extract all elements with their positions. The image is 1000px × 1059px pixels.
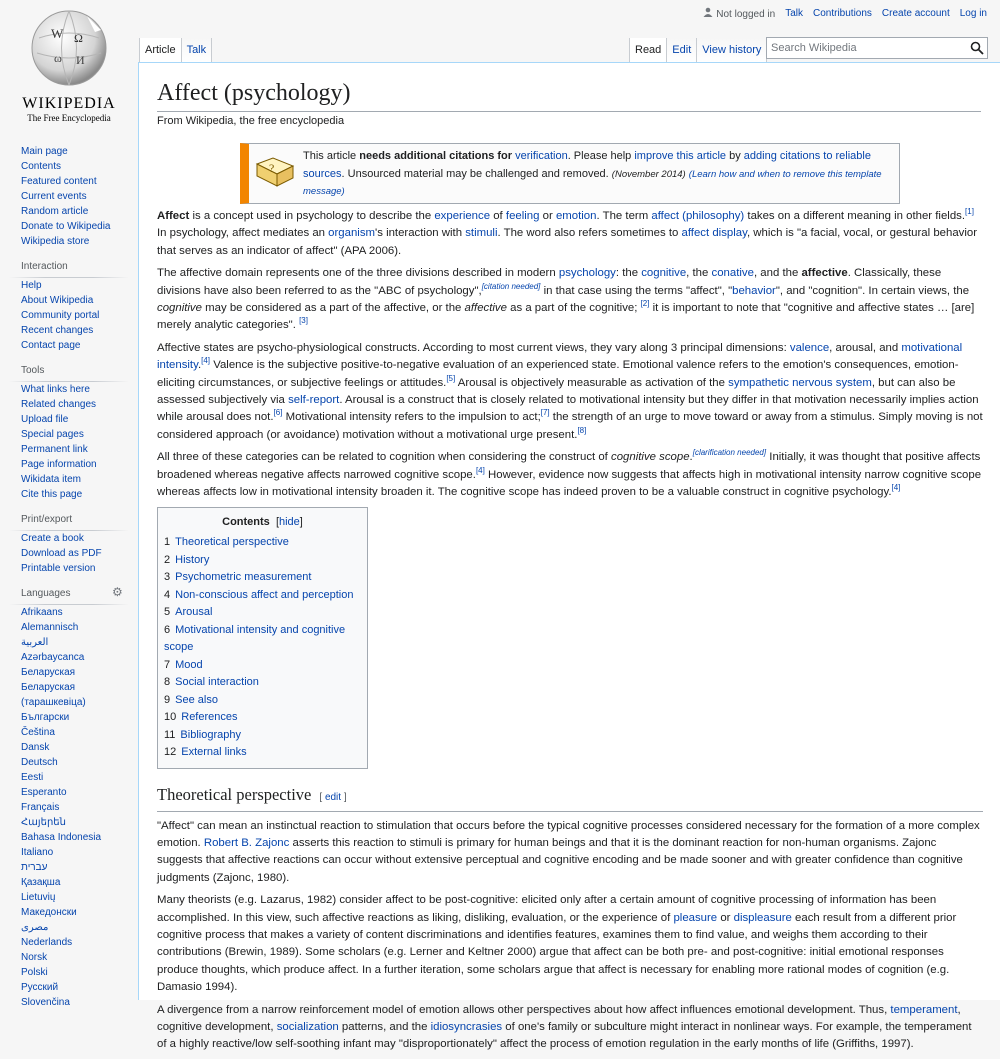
- tab-read[interactable]: Read: [629, 38, 667, 62]
- sidebar-item: [21, 338, 133, 353]
- section-edit-link[interactable]: edit: [324, 791, 342, 803]
- sidebar-item: [21, 950, 133, 965]
- sidebar-item: [21, 189, 133, 204]
- printexport-link[interactable]: Download as PDF: [21, 548, 102, 559]
- link[interactable]: self-report: [288, 393, 340, 406]
- text: may be considered as a part of the affective, or the: [201, 301, 465, 314]
- toc-number: 9: [164, 693, 171, 706]
- not-logged-in-label: Not logged in: [716, 9, 776, 20]
- text: , but can also be assessed subjectively via: [157, 376, 956, 406]
- sidebar-item: [21, 620, 133, 635]
- contributions-link[interactable]: Contributions: [813, 8, 872, 19]
- sidebar-item: [21, 725, 133, 740]
- toc-number: 5: [164, 606, 171, 619]
- language-link[interactable]: Lietuvių: [21, 892, 56, 903]
- ambox-date: (November 2014): [611, 168, 686, 180]
- text: . Arousal is a construct that is closely related to motivational intensity but they differ in that motivation necessarily implies action while arousal does not.: [157, 393, 979, 424]
- text: In psychology, affect mediates an: [157, 227, 329, 240]
- text: Initially, it was thought that positive affects broadened whereas negative affects narrowed cognitive scope.: [157, 451, 981, 481]
- paragraph: [157, 818, 983, 887]
- paragraph: [157, 1002, 983, 1054]
- nav-link[interactable]: Main page: [21, 146, 68, 157]
- sidebar-item: [21, 561, 133, 576]
- paragraph: [157, 892, 983, 996]
- language-link[interactable]: Français: [21, 802, 60, 813]
- sidebar-item: [21, 815, 133, 830]
- improve-article-link[interactable]: improve this article: [634, 150, 727, 162]
- sidebar-item: [21, 995, 133, 1010]
- toc-link[interactable]: Arousal: [175, 606, 213, 619]
- text: it is important to note that "cognitive and affective states … [are] merely analytic categories".: [157, 301, 975, 332]
- toc-title: Contents: [222, 515, 270, 528]
- text: . The word also refers sometimes to: [497, 227, 682, 240]
- tools-link[interactable]: Cite this page: [21, 489, 83, 500]
- interaction-heading: Interaction: [21, 261, 68, 272]
- sidebar-item: [21, 875, 133, 890]
- nav-link[interactable]: Current events: [21, 191, 87, 202]
- toc-hide-toggle[interactable]: hide: [279, 515, 300, 528]
- sidebar-item: [21, 845, 133, 860]
- sidebar-item: [21, 935, 133, 950]
- text: as a part of the cognitive;: [506, 301, 641, 314]
- tools-heading: Tools: [21, 365, 45, 376]
- paragraph: [157, 449, 983, 501]
- text: However, evidence now suggests that affects high in motivational intensity narrow cognitive scope whereas affects low in motivational intensity broaden it. The cognitive scope has indeed proven to be a valuable construct in cognitive psychology.: [157, 468, 982, 498]
- toc-number: 10: [164, 711, 177, 724]
- link[interactable]: sympathetic nervous system: [728, 376, 872, 389]
- nav-portal: [21, 144, 133, 249]
- question-book-icon: [255, 154, 295, 190]
- toc-item[interactable]: [164, 622, 361, 657]
- toc-link[interactable]: Motivational intensity and cognitive scope: [164, 623, 346, 654]
- ambox-text: . Please help: [567, 150, 635, 162]
- svg-text:ω: ω: [54, 51, 62, 65]
- printexport-link[interactable]: Create a book: [21, 533, 84, 544]
- text: . Classically, these divisions have also been referred to as the "ABC of psychology",: [157, 267, 942, 297]
- toc-link[interactable]: Theoretical perspective: [175, 536, 289, 549]
- svg-text:W: W: [51, 26, 64, 41]
- language-link[interactable]: Polski: [21, 967, 48, 978]
- sidebar-item: [21, 442, 133, 457]
- toc-number: 3: [164, 571, 171, 584]
- ambox-text: . Unsourced material may be challenged and removed.: [341, 167, 612, 180]
- nav-link[interactable]: Random article: [21, 206, 89, 217]
- toc-item[interactable]: [164, 674, 361, 692]
- sidebar-item: [21, 487, 133, 502]
- text: the strength of an urge to move toward or away from a stimulus. Simply moving is not considered approach (or avoidance) motivation without a motivational urge present.: [157, 411, 983, 441]
- sidebar-item: [21, 457, 133, 472]
- language-link[interactable]: Қазақша: [21, 877, 61, 888]
- term-bold: Affect: [157, 210, 190, 222]
- text: , arousal, and: [829, 342, 902, 355]
- sidebar-item: [21, 800, 133, 815]
- text: "Affect" can mean an instinctual reaction to stimulation that occurs before the typical cognitive processes considered necessary for the formation of a more complex emotion.: [157, 819, 980, 850]
- printexport-heading: Print/export: [21, 514, 73, 525]
- link[interactable]: stimuli: [465, 227, 498, 240]
- citation-ref[interactable]: [4]: [891, 483, 901, 493]
- italic: affective: [464, 301, 507, 314]
- language-link[interactable]: Azərbaycanca: [21, 652, 85, 663]
- text: of one's family or subculture might interact in nonlinear ways. For example, the temperament of a highly reactive/low self-soothing infant may "disproportionately" affect the process of emotion regulation in the early months of life (Griffiths, 1997).: [157, 1021, 972, 1051]
- sidebar-item: [21, 740, 133, 755]
- toc-item[interactable]: [164, 727, 361, 745]
- sidebar-item: [21, 890, 133, 905]
- svg-text:Ω: Ω: [74, 31, 83, 45]
- text: , cognitive development,: [157, 1003, 961, 1034]
- article-body: [157, 208, 983, 1059]
- language-link[interactable]: Bahasa Indonesia: [21, 832, 102, 843]
- section-title: Theoretical perspective: [157, 784, 312, 804]
- toc-number: 4: [164, 588, 171, 601]
- text: of: [490, 210, 506, 222]
- link[interactable]: valence: [789, 342, 830, 355]
- toc-link[interactable]: Non-conscious affect and perception: [175, 588, 354, 601]
- tab-view-history[interactable]: View history: [697, 38, 767, 62]
- toc-link[interactable]: Psychometric measurement: [175, 571, 312, 584]
- text: in that case using the terms "affect", ": [540, 284, 733, 297]
- create-account-link[interactable]: Create account: [881, 8, 950, 19]
- text: Arousal is objectively measurable as activation of the: [455, 376, 729, 389]
- text: each result from a different prior cognitive process that makes a variety of content discriminations and identifies features, examines them to find value, and weighs them according to their contributions (Brewin, 1989). Some scholars (e.g. Lerner and Keltner 2000) argue that affect can be both pre- and post-cognitive: initial emotional responses produce thoughts, which produce affect. In a further iteration, some scholars argue that affect is necessary for enabling more rational modes of cognition (e.g. Damasio 1994).: [157, 911, 957, 993]
- nav-link[interactable]: Contents: [21, 161, 62, 172]
- content-area: [138, 62, 1000, 1051]
- text: The affective domain represents one of the three divisions described in modern: [157, 267, 559, 280]
- language-link[interactable]: Esperanto: [21, 787, 67, 798]
- search-icon[interactable]: [970, 41, 984, 55]
- text: A divergence from a narrow reinforcement model of emotion allows other perspectives about how affect influences emotional development. Thus,: [157, 1003, 891, 1016]
- language-link[interactable]: Deutsch: [21, 757, 58, 768]
- table-of-contents: [157, 507, 368, 769]
- toc-link[interactable]: See also: [175, 693, 218, 706]
- toc-link[interactable]: Social interaction: [175, 676, 259, 689]
- language-link[interactable]: Alemannisch: [21, 622, 79, 633]
- language-link[interactable]: Русский: [21, 982, 59, 993]
- toc-link[interactable]: External links: [181, 746, 247, 759]
- globe-logo-icon: [29, 8, 109, 88]
- printexport-portal: [21, 514, 133, 576]
- term-bold: affective: [801, 267, 848, 280]
- logo-tagline: The Free Encyclopedia: [27, 113, 111, 123]
- tools-link[interactable]: Related changes: [21, 399, 97, 410]
- sidebar-item: [21, 546, 133, 561]
- language-link[interactable]: Afrikaans: [21, 607, 63, 618]
- toc-number: 12: [164, 746, 177, 759]
- text: : the: [615, 267, 642, 280]
- toc-number: 7: [164, 658, 171, 671]
- citation-ref[interactable]: [5]: [446, 373, 456, 383]
- language-link[interactable]: Български: [21, 712, 70, 723]
- text: 's interaction with: [375, 227, 466, 240]
- citation-ref[interactable]: [4]: [201, 356, 211, 366]
- paragraph: [157, 265, 983, 334]
- nav-link[interactable]: Featured content: [21, 176, 97, 187]
- namespace-tabs: [139, 38, 212, 62]
- personal-talk-link[interactable]: Talk: [785, 8, 803, 19]
- language-link[interactable]: Հայերեն: [21, 817, 66, 828]
- link[interactable]: affect (philosophy): [651, 210, 745, 222]
- language-link[interactable]: עברית: [21, 862, 48, 873]
- sidebar-item: [21, 710, 133, 725]
- language-link[interactable]: Čeština: [21, 727, 55, 738]
- text: , the: [686, 267, 712, 280]
- sidebar-item: [21, 234, 133, 249]
- svg-text:?: ?: [269, 161, 275, 175]
- sidebar-item: [21, 905, 133, 920]
- link[interactable]: behavior: [732, 284, 776, 297]
- link[interactable]: experience: [434, 210, 491, 222]
- sidebar-item: [21, 278, 133, 293]
- interaction-link[interactable]: Contact page: [21, 340, 81, 351]
- text: Valence is the subjective positive-to-negative evaluation of an experienced state. Emotional valence refers to the emotion's consequences, emotion-eliciting circumstances, or subjective feelings or attitudes.: [157, 359, 959, 389]
- toc-title-row: Contents [hide]: [222, 515, 303, 528]
- language-link[interactable]: Norsk: [21, 952, 48, 963]
- sidebar-item: [21, 635, 133, 650]
- language-link[interactable]: Беларуская: [21, 667, 76, 678]
- language-link[interactable]: Беларуская (тарашкевіца): [21, 682, 86, 708]
- sidebar-item: [21, 174, 133, 189]
- clarification-needed[interactable]: [clarification needed]: [692, 448, 767, 458]
- text: , which is "a facial, vocal, or gestural behavior that serves as an indicator of affect" (APA 2006).: [157, 227, 978, 257]
- sidebar-item: [21, 382, 133, 397]
- page-title: Affect (psychology): [157, 77, 981, 112]
- toc-item[interactable]: [164, 587, 361, 605]
- languages-portal: [21, 588, 133, 1010]
- toc-link[interactable]: References: [181, 711, 238, 724]
- sidebar-item: [21, 665, 133, 680]
- sidebar-item: [21, 323, 133, 338]
- link[interactable]: idiosyncrasies: [430, 1021, 503, 1034]
- citation-ref[interactable]: [3]: [299, 316, 308, 326]
- text: asserts this reaction to stimuli is primary for human beings and that it is the dominant reaction for non-human organisms. Zajonc suggests that affective reactions can occur without extensive perceptual and cognitive encoding and be made sooner and with greater confidence than cognitive judgments (Zajonc, 1980).: [157, 837, 963, 884]
- link[interactable]: socialization: [276, 1021, 339, 1034]
- sidebar-item: [21, 204, 133, 219]
- link[interactable]: emotion: [555, 210, 597, 222]
- link[interactable]: Robert B. Zajonc: [203, 837, 290, 850]
- search-input[interactable]: [767, 38, 967, 58]
- toc-item[interactable]: [164, 657, 361, 675]
- link[interactable]: organism: [328, 227, 376, 240]
- language-link[interactable]: العربية: [21, 637, 49, 648]
- sidebar-item: [21, 920, 133, 935]
- sidebar-item: [21, 219, 133, 234]
- text: Affective states are psycho-physiological constructs. According to most current views, they vary along 3 principal dimensions:: [157, 342, 790, 355]
- sidebar-item: [21, 472, 133, 487]
- tools-portal: [21, 365, 133, 502]
- link[interactable]: feeling: [505, 210, 540, 222]
- remove-template-link[interactable]: (Learn how and when to remove this template message): [303, 168, 882, 197]
- text: , and the: [753, 267, 802, 280]
- sidebar-item: [21, 427, 133, 442]
- log-in-link[interactable]: Log in: [959, 8, 987, 19]
- tools-link[interactable]: Upload file: [21, 414, 69, 425]
- toc-item[interactable]: [164, 604, 361, 622]
- link[interactable]: motivational intensity: [157, 342, 963, 372]
- tools-link[interactable]: Special pages: [21, 429, 84, 440]
- text: Motivational intensity refers to the impulsion to act;: [282, 411, 541, 424]
- toc-number: 2: [164, 553, 171, 566]
- language-link[interactable]: مصرى: [21, 922, 49, 933]
- text: or: [717, 911, 734, 924]
- language-link[interactable]: Nederlands: [21, 937, 73, 948]
- toc-item[interactable]: [164, 744, 361, 762]
- logo-wordmark: WIKIPEDIA: [22, 95, 116, 112]
- tab-edit[interactable]: Edit: [667, 38, 697, 62]
- sidebar-item: [21, 308, 133, 323]
- toc-number: 11: [164, 728, 176, 741]
- sidebar-item: [21, 785, 133, 800]
- sidebar-item: [21, 397, 133, 412]
- not-logged-in: [703, 7, 775, 20]
- wikipedia-logo[interactable]: [14, 8, 124, 123]
- toc-item[interactable]: [164, 552, 361, 570]
- toc-item[interactable]: [164, 569, 361, 587]
- paragraph: [157, 208, 983, 260]
- section-heading: Theoretical perspective [ edit ]: [157, 783, 983, 812]
- sidebar-item: [21, 650, 133, 665]
- printexport-link[interactable]: Printable version: [21, 563, 96, 574]
- tools-link[interactable]: What links here: [21, 384, 90, 395]
- sidebar-item: [21, 755, 133, 770]
- ambox-text: This article: [303, 150, 360, 162]
- sidebar-item: [21, 980, 133, 995]
- sidebar-item: [21, 770, 133, 785]
- toc-number: 8: [164, 676, 171, 689]
- search-box: [766, 37, 988, 59]
- italic: cognitive scope: [611, 451, 690, 464]
- language-link[interactable]: Македонски: [21, 907, 77, 918]
- text: . The term: [596, 210, 652, 222]
- text: takes on a different meaning in other fields.: [744, 210, 966, 222]
- sidebar-item: [21, 159, 133, 174]
- interaction-link[interactable]: Recent changes: [21, 325, 94, 336]
- text: ", and "cognition". In certain views, the: [775, 284, 970, 297]
- interaction-link[interactable]: About Wikipedia: [21, 295, 94, 306]
- sidebar-item: [21, 860, 133, 875]
- toc-item[interactable]: [164, 534, 361, 552]
- toc-link[interactable]: Bibliography: [180, 728, 241, 741]
- languages-heading: Languages: [21, 588, 71, 599]
- citation-ref[interactable]: [1]: [965, 207, 974, 217]
- sidebar-item: [21, 412, 133, 427]
- ambox-text: by: [726, 150, 744, 162]
- language-settings-gear-icon[interactable]: ⚙: [112, 585, 123, 599]
- citation-ref[interactable]: [2]: [640, 299, 650, 309]
- user-icon: [703, 7, 713, 17]
- tools-link[interactable]: Wikidata item: [21, 474, 82, 485]
- sidebar-item: [21, 605, 133, 620]
- nav-link[interactable]: Wikipedia store: [21, 236, 90, 247]
- view-tabs: [629, 38, 767, 62]
- sidebar-item: [21, 680, 133, 710]
- language-link[interactable]: Dansk: [21, 742, 50, 753]
- text: Many theorists (e.g. Lazarus, 1982) consider affect to be post-cognitive: elicited only after a certain amount of cognitive processing of information has been accomplished. In this view, such affective reactions as liking, disliking, evaluation, or the experience of: [157, 894, 937, 924]
- link[interactable]: displeasure: [733, 911, 792, 924]
- language-link[interactable]: Slovenčina: [21, 997, 70, 1008]
- tab-talk[interactable]: Talk: [182, 38, 213, 62]
- link[interactable]: pleasure: [673, 911, 718, 924]
- text: .: [197, 359, 202, 372]
- link[interactable]: psychology: [558, 267, 616, 280]
- toc-link[interactable]: Mood: [175, 658, 203, 671]
- sidebar-item: [21, 144, 133, 159]
- toc-item[interactable]: [164, 692, 361, 710]
- adding-citations-link[interactable]: adding citations to reliable sources: [303, 150, 871, 180]
- site-subtitle: From Wikipedia, the free encyclopedia: [157, 115, 345, 127]
- toc-item[interactable]: [164, 709, 361, 727]
- citation-ref[interactable]: [7]: [540, 408, 550, 418]
- toc-link[interactable]: History: [175, 553, 210, 566]
- verification-link[interactable]: verification: [515, 150, 568, 162]
- language-link[interactable]: Italiano: [21, 847, 54, 858]
- text: All three of these categories can be related to cognition when considering the construct of: [157, 451, 612, 464]
- citation-notice-text: [303, 148, 893, 201]
- link[interactable]: temperament: [890, 1003, 958, 1016]
- italic: cognitive: [157, 301, 202, 314]
- text: patterns, and the: [338, 1021, 431, 1034]
- citation-notice-box: [240, 143, 900, 204]
- sidebar: [0, 0, 138, 1008]
- nav-link[interactable]: Donate to Wikipedia: [21, 221, 111, 232]
- link[interactable]: conative: [711, 267, 754, 280]
- interaction-link[interactable]: Community portal: [21, 310, 100, 321]
- citation-ref[interactable]: [4]: [475, 465, 485, 475]
- citation-needed[interactable]: [citation needed]: [481, 281, 541, 291]
- link[interactable]: affect display: [681, 227, 747, 240]
- link[interactable]: cognitive: [641, 267, 687, 280]
- tab-article[interactable]: Article: [139, 38, 182, 62]
- personal-tools: [703, 7, 987, 20]
- ambox-bold: needs additional citations for: [359, 150, 516, 162]
- interaction-portal: [21, 261, 133, 353]
- svg-text:И: И: [76, 53, 85, 67]
- sidebar-item: [21, 531, 133, 546]
- language-link[interactable]: Eesti: [21, 772, 44, 783]
- tools-link[interactable]: Permanent link: [21, 444, 88, 455]
- sidebar-item: [21, 293, 133, 308]
- toc-number: 1: [164, 536, 171, 549]
- text: is a concept used in psychology to describe the: [189, 210, 435, 222]
- sidebar-item: [21, 830, 133, 845]
- paragraph: [157, 340, 983, 444]
- toc-number: 6: [164, 623, 171, 636]
- sidebar-item: [21, 965, 133, 980]
- interaction-link[interactable]: Help: [21, 280, 42, 291]
- text: .: [689, 451, 693, 464]
- citation-ref[interactable]: [8]: [577, 425, 587, 435]
- text: or: [539, 210, 556, 222]
- citation-ref[interactable]: [6]: [273, 408, 283, 418]
- tools-link[interactable]: Page information: [21, 459, 97, 470]
